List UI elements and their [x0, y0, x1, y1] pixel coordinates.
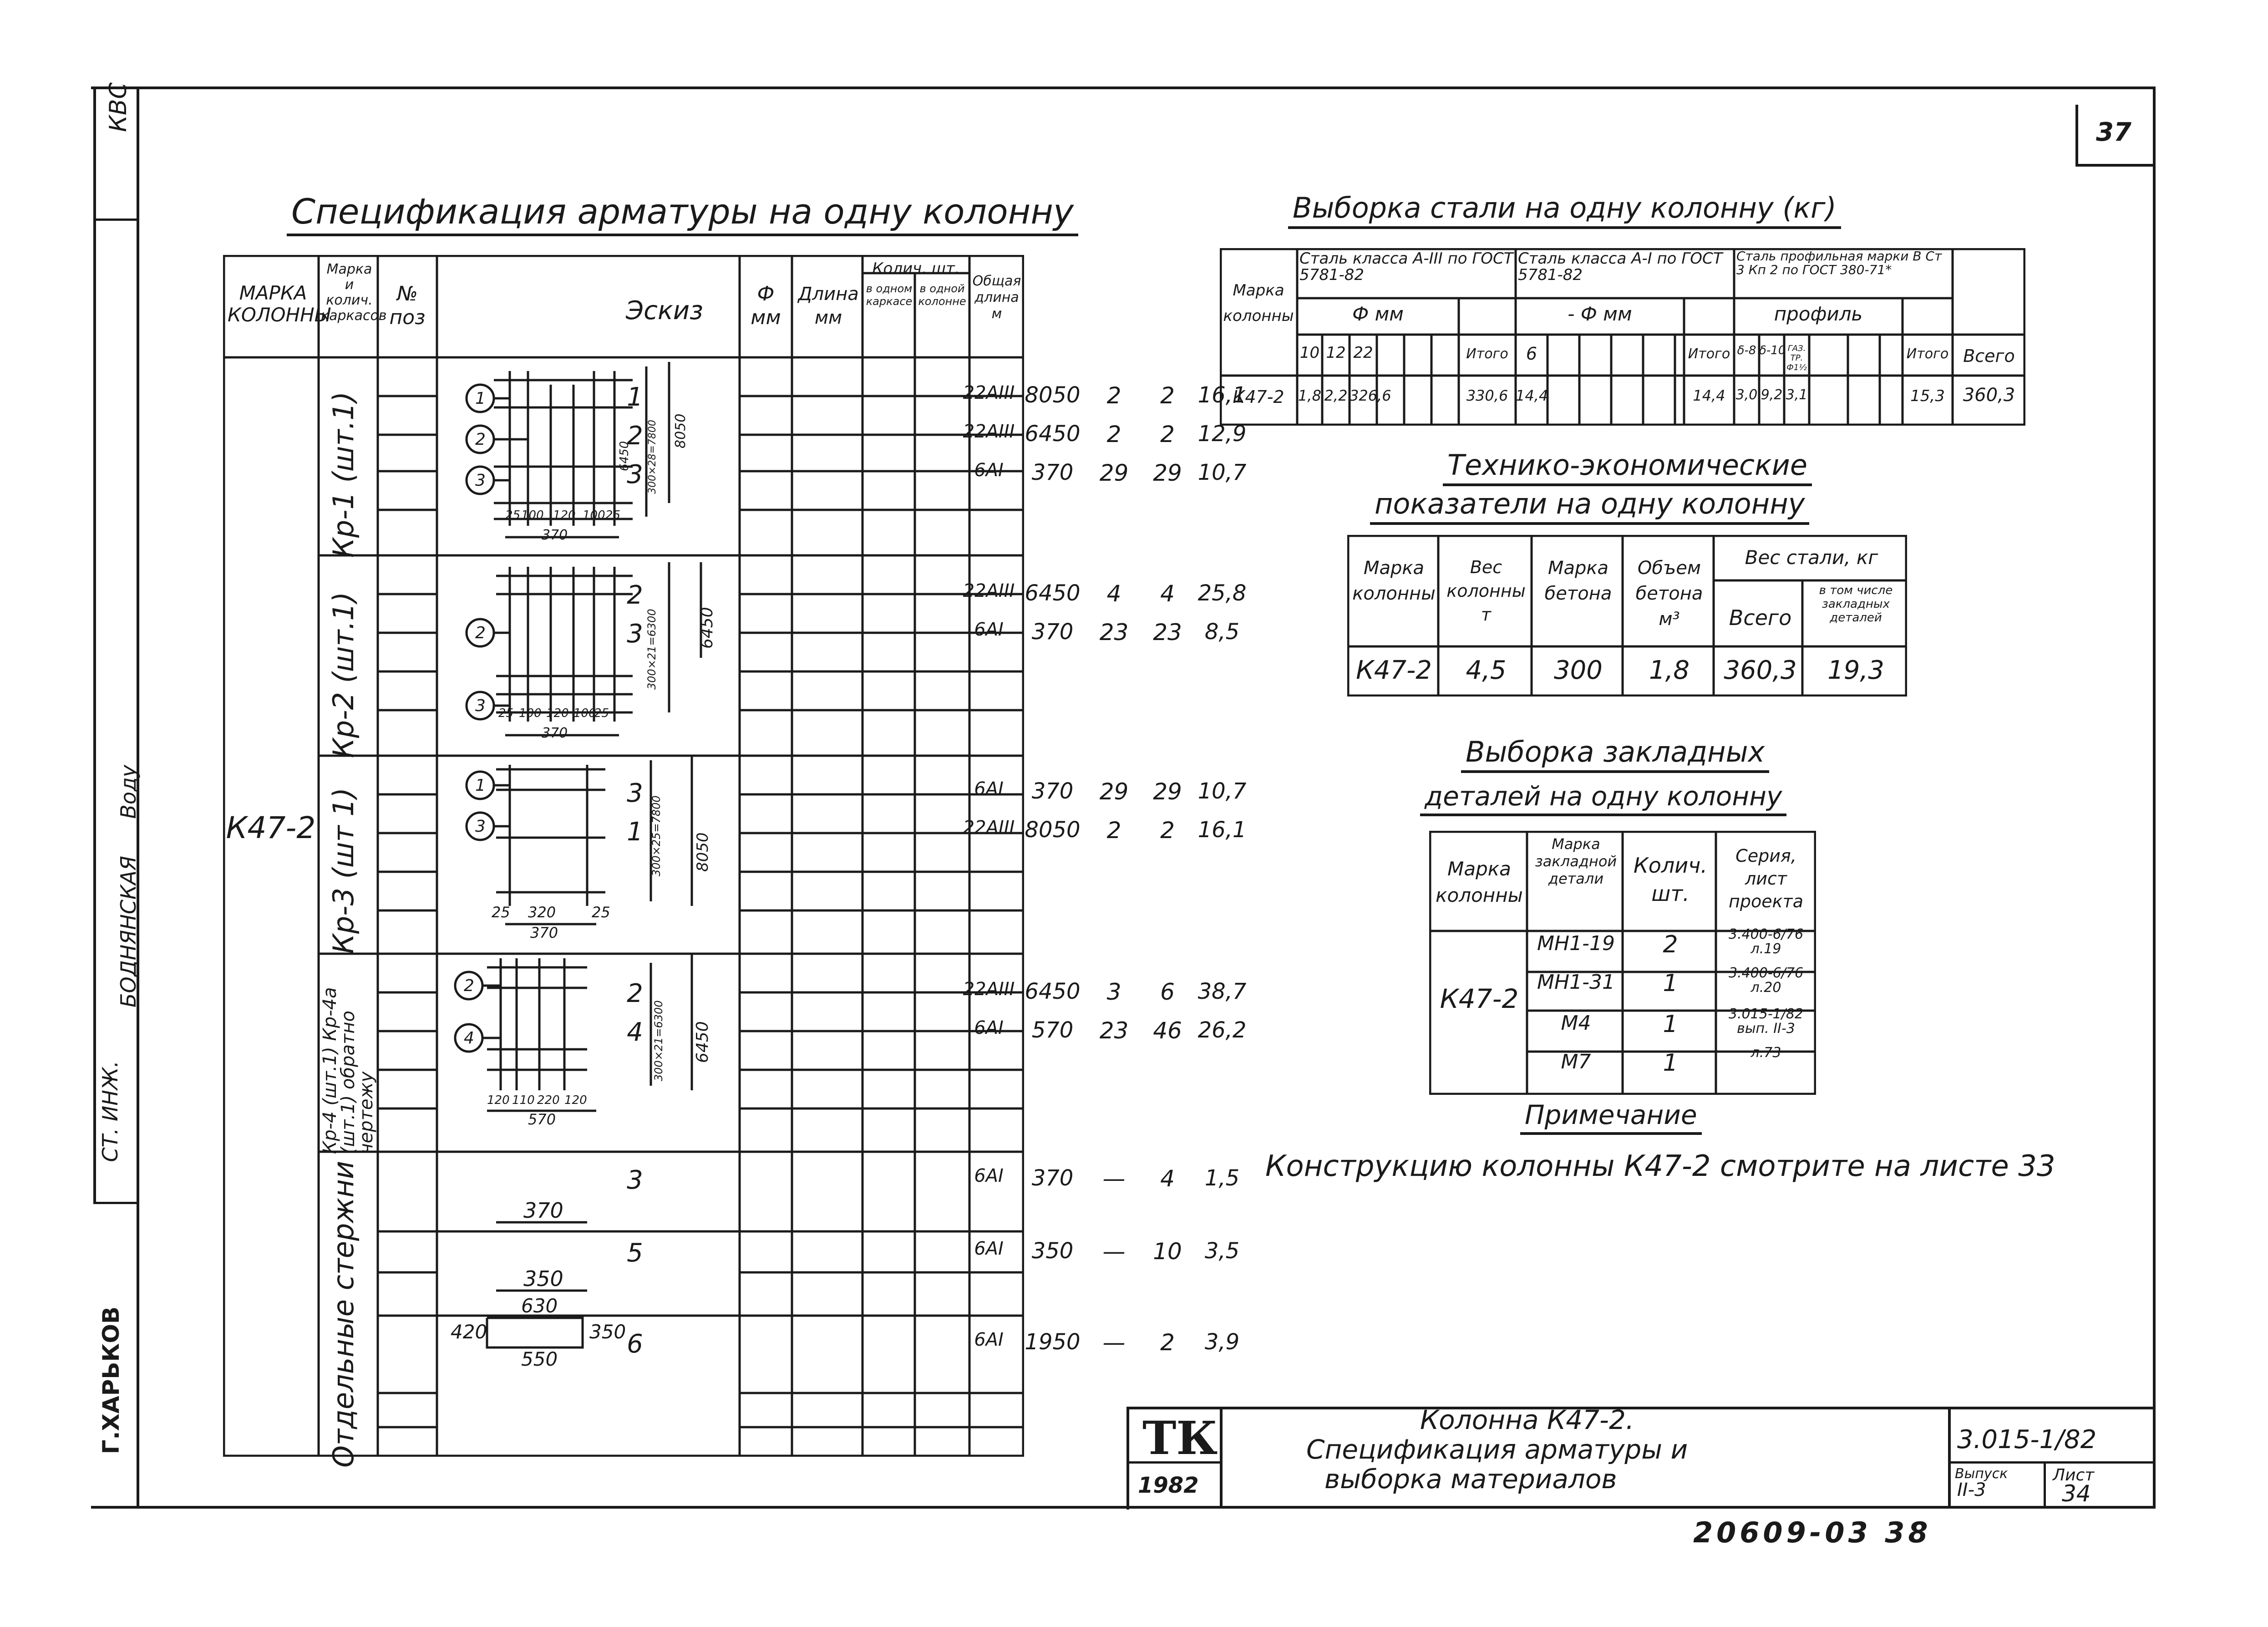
spec-cell-pos: 1	[627, 817, 643, 847]
bottom-code: 20609-03 38	[1693, 1516, 1932, 1549]
stamp-year: 1982	[1138, 1473, 1199, 1498]
spec-cell-pos: 3	[627, 778, 643, 808]
steel-sub-prof: δ-8	[1737, 344, 1756, 357]
spec-cell-len: 350	[1031, 1238, 1074, 1264]
tech-h-weight: Вес колонны т	[1446, 557, 1526, 625]
spec-cell-qc: 2	[1160, 817, 1175, 844]
stamp-v3	[2044, 1461, 2046, 1507]
svg-text:1: 1	[475, 776, 486, 795]
svg-text:3: 3	[475, 471, 486, 490]
steel-a3-val: 2,2	[1324, 387, 1348, 404]
emb-cell-qty: 1	[1663, 1049, 1678, 1077]
spec-cell-len: 8050	[1025, 817, 1081, 843]
svg-text:100: 100	[519, 707, 542, 720]
spec-cell-pos: 6	[627, 1329, 643, 1359]
emb-cell-part: МН1-19	[1537, 932, 1615, 955]
spec-cell-qc: 6	[1160, 979, 1175, 1005]
svg-text:100: 100	[573, 707, 596, 720]
spec-group-label-5: Отдельные стержни	[327, 1161, 360, 1468]
spec-cell-tot: 3,9	[1204, 1329, 1240, 1355]
spec-cell-tot: 3,5	[1204, 1238, 1240, 1264]
spec-h-length: Длина мм	[798, 284, 859, 328]
svg-text:2: 2	[475, 624, 486, 642]
steel-prof-val: 3,1	[1786, 387, 1808, 403]
spec-cell-qf: 3	[1106, 979, 1121, 1005]
svg-text:1: 1	[475, 389, 486, 408]
spec-cell-len: 6450	[1025, 979, 1081, 1004]
steel-a3-val: 326,6	[1350, 387, 1391, 404]
steel-h-prof: Сталь профильная марки В Ст 3 Кп 2 по ГОСТ 380-71*	[1736, 249, 1942, 277]
spec-cell-len: 6450	[1025, 580, 1081, 606]
steel-h-dia: Ф мм	[1352, 303, 1404, 325]
emb-title-1: Выборка закладных	[1461, 735, 1769, 773]
svg-text:100: 100	[521, 508, 544, 522]
spec-group-label-1: Кр-1 (шт.1)	[327, 391, 360, 558]
steel-h-total-prof: Итого	[1906, 346, 1949, 362]
svg-text:320: 320	[528, 904, 556, 921]
spec-cell-qf: 2	[1106, 382, 1121, 409]
steel-prof-total: 15,3	[1910, 387, 1945, 405]
note-text: Конструкцию колонны К47-2 смотрите на листе 33	[1265, 1149, 2055, 1183]
spec-cell-qf: —	[1102, 1165, 1126, 1192]
spec-cell-tot: 25,8	[1197, 580, 1247, 606]
spec-h-qty-frame: в одном каркасе	[866, 282, 913, 308]
emb-cell-series: 3.015-1/82 вып. II-3	[1728, 1006, 1804, 1037]
svg-text:120: 120	[553, 508, 576, 522]
svg-text:110: 110	[512, 1093, 535, 1107]
side-signature: Воду	[116, 765, 141, 819]
tech-h-embedded: в том числе закладных деталей	[1819, 584, 1893, 625]
spec-cell-dia: 6АI	[974, 1329, 1004, 1350]
svg-text:3: 3	[475, 817, 486, 836]
side-role: СТ. ИНЖ.	[98, 1061, 122, 1162]
side-divider	[93, 219, 139, 221]
svg-text:25: 25	[498, 707, 514, 720]
steel-sub-a3: 22	[1353, 344, 1373, 362]
svg-text:300×28=7800: 300×28=7800	[647, 420, 658, 494]
spec-h-sketch: Эскиз	[626, 296, 703, 325]
svg-text:100: 100	[583, 508, 605, 522]
spec-cell-tot: 16,1	[1197, 382, 1247, 408]
stamp-logo: ТК	[1142, 1411, 1218, 1465]
spec-cell-qc: 23	[1153, 619, 1182, 646]
spec-cell-qf: 23	[1099, 1017, 1129, 1044]
spec-cell-dia: 6АI	[974, 1017, 1004, 1038]
steel-sub-prof: ГАЗ. ТР. Ф1½	[1786, 344, 1807, 372]
steel-sub-a3: 12	[1326, 344, 1346, 362]
spec-cell-dia: 6АI	[974, 778, 1004, 799]
spec-cell-pos: 5	[627, 1238, 643, 1268]
svg-text:630: 630	[521, 1295, 558, 1317]
svg-text:8050: 8050	[673, 413, 689, 448]
spec-cell-qc: 4	[1160, 1165, 1175, 1192]
side-divider2	[93, 1202, 139, 1204]
steel-a1-val: 14,4	[1516, 387, 1548, 404]
svg-text:300×25=7800: 300×25=7800	[650, 795, 663, 876]
spec-cell-pos: 4	[627, 1017, 643, 1047]
tech-h-concrete: Марка бетона	[1544, 558, 1612, 604]
spec-cell-qc: 10	[1153, 1238, 1182, 1265]
frame-right	[2153, 86, 2156, 1509]
spec-cell-tot: 16,1	[1197, 817, 1247, 843]
spec-cell-qc: 2	[1160, 421, 1175, 447]
spec-cell-len: 570	[1031, 1017, 1074, 1043]
steel-title: Выборка стали на одну колонну (кг)	[1288, 191, 1841, 229]
spec-cell-tot: 10,7	[1197, 460, 1247, 485]
spec-cell-pos: 2	[627, 421, 643, 451]
stamp-v2	[1948, 1407, 1951, 1507]
spec-cell-tot: 38,7	[1197, 979, 1247, 1004]
spec-cell-pos: 1	[627, 382, 643, 412]
tech-row-concrete: 300	[1554, 656, 1603, 685]
tech-h-marka: Марка колонны	[1352, 558, 1436, 604]
svg-text:370: 370	[523, 1198, 563, 1223]
svg-text:25: 25	[594, 707, 609, 720]
svg-text:6450: 6450	[693, 1021, 712, 1063]
steel-sub-a3: 10	[1299, 344, 1320, 362]
spec-cell-qc: 29	[1153, 460, 1182, 486]
spec-cell-qf: —	[1102, 1238, 1126, 1265]
spec-sketches	[437, 357, 740, 1459]
stamp-series: 3.015-1/82	[1957, 1425, 2097, 1454]
stamp-title-2: Спецификация арматуры и	[1306, 1434, 1688, 1465]
spec-cell-len: 370	[1031, 1165, 1074, 1191]
tech-row-volume: 1,8	[1649, 656, 1690, 685]
spec-cell-pos: 2	[627, 979, 643, 1008]
spec-cell-len: 370	[1031, 778, 1074, 804]
stamp-sheet-label: Лист	[2053, 1466, 2095, 1485]
emb-cell-series: 3.400-6/76 л.19	[1728, 926, 1804, 957]
tech-title-2: показатели на одну колонну	[1370, 487, 1809, 525]
tech-row-embedded: 19,3	[1827, 656, 1884, 685]
stamp-v1	[1220, 1407, 1223, 1507]
svg-text:120: 120	[564, 1093, 587, 1107]
svg-text:2: 2	[475, 430, 486, 449]
svg-text:220: 220	[537, 1093, 560, 1107]
spec-cell-pos: 3	[627, 460, 643, 489]
spec-cell-tot: 1,5	[1204, 1165, 1240, 1191]
steel-sub-a1: 6	[1526, 344, 1537, 364]
tech-row-all: 360,3	[1724, 656, 1797, 685]
tech-h-volume: Объем бетона м³	[1635, 558, 1703, 630]
tech-h-steel: Вес стали, кг	[1745, 546, 1878, 569]
svg-text:350: 350	[589, 1321, 626, 1343]
spec-cell-dia: 6АI	[974, 619, 1004, 640]
spec-title: Спецификация арматуры на одну колонну	[287, 191, 1078, 236]
side-stamp: КВС	[105, 82, 132, 132]
spec-cell-len: 6450	[1025, 421, 1081, 447]
emb-cell-part: М4	[1561, 1012, 1591, 1035]
spec-cell-len: 370	[1031, 460, 1074, 485]
emb-h-part: Марка закладной детали	[1535, 835, 1617, 887]
spec-cell-dia: 22АIII	[963, 979, 1015, 1000]
svg-text:2: 2	[464, 976, 474, 995]
svg-text:6450: 6450	[698, 607, 716, 649]
steel-prof-val: 3,0	[1735, 387, 1758, 403]
side-author: Г.ХАРЬКОВ	[98, 1307, 124, 1454]
spec-cell-qf: —	[1102, 1329, 1126, 1356]
emb-cell-qty: 2	[1663, 931, 1678, 958]
svg-text:300×21=6300: 300×21=6300	[652, 1000, 665, 1081]
spec-cell-tot: 12,9	[1197, 421, 1247, 447]
steel-prof-val: 9,2	[1761, 387, 1783, 403]
svg-text:550: 550	[521, 1348, 558, 1370]
svg-text:25: 25	[592, 904, 610, 921]
svg-text:25: 25	[492, 904, 510, 921]
spec-cell-dia: 22АIII	[963, 382, 1015, 403]
steel-h-a3: Сталь класса А-III по ГОСТ 5781-82	[1299, 249, 1513, 284]
svg-text:300×21=6300: 300×21=6300	[645, 609, 658, 690]
spec-h-pos: № поз	[389, 282, 426, 329]
svg-text:6450: 6450	[618, 441, 631, 471]
emb-cell-series: л.73	[1750, 1045, 1781, 1061]
spec-column-mark: К47-2	[226, 810, 316, 845]
svg-text:370: 370	[542, 527, 568, 543]
spec-cell-qc: 4	[1160, 580, 1175, 607]
spec-h-qty: Колич. шт.	[872, 259, 960, 278]
emb-h-series: Серия, лист проекта	[1729, 846, 1803, 911]
steel-a3-total: 330,6	[1466, 387, 1508, 404]
spec-cell-qf: 4	[1106, 580, 1121, 607]
spec-h-total: Общая длина м	[972, 273, 1021, 322]
spec-cell-dia: 22АIII	[963, 421, 1015, 442]
svg-text:120: 120	[487, 1093, 510, 1107]
steel-h-a1: Сталь класса А-I по ГОСТ 5781-82	[1518, 249, 1723, 284]
steel-h-dia2: - Ф мм	[1568, 303, 1632, 325]
emb-cell-part: М7	[1561, 1050, 1591, 1073]
spec-cell-qf: 2	[1106, 421, 1121, 447]
steel-h-marka: Марка колонны	[1223, 281, 1294, 325]
spec-cell-dia: 6АI	[974, 460, 1004, 481]
spec-h-qty-col: в одной колонне	[918, 282, 966, 308]
spec-cell-pos: 2	[627, 580, 643, 610]
spec-h-dia: Ф мм	[751, 282, 781, 329]
tech-title-1: Технико-экономические	[1443, 448, 1812, 486]
steel-a3-val: 1,8	[1298, 387, 1321, 404]
emb-h-qty: Колич. шт.	[1634, 853, 1707, 906]
spec-cell-qf: 29	[1099, 460, 1129, 486]
svg-text:420: 420	[451, 1321, 487, 1343]
spec-group-label-3: Кр-3 (шт 1)	[327, 788, 360, 954]
emb-cell-qty: 1	[1663, 970, 1678, 997]
spec-cell-tot: 10,7	[1197, 778, 1247, 804]
steel-h-total-a3: Итого	[1466, 346, 1508, 362]
steel-sub-prof: δ-10	[1759, 344, 1786, 357]
spec-cell-qc: 2	[1160, 1329, 1175, 1356]
side-name: БОДНЯНСКАЯ	[116, 856, 141, 1008]
spec-cell-len: 1950	[1025, 1329, 1081, 1355]
spec-cell-dia: 6АI	[974, 1165, 1004, 1186]
sketch-bent-bar	[487, 1318, 583, 1347]
steel-all: 360,3	[1963, 385, 2015, 406]
svg-text:25: 25	[505, 508, 521, 522]
stamp-title-1: Колонна К47-2.	[1420, 1404, 1634, 1435]
svg-text:570: 570	[528, 1111, 556, 1128]
steel-h-profile: профиль	[1774, 303, 1863, 325]
spec-cell-pos: 3	[627, 1165, 643, 1195]
spec-cell-qc: 29	[1153, 778, 1182, 805]
spec-h-marka: МАРКА КОЛОННЫ	[228, 282, 330, 326]
tech-h-all: Всего	[1729, 605, 1792, 630]
spec-cell-dia: 6АI	[974, 1238, 1004, 1259]
spec-cell-len: 8050	[1025, 382, 1081, 408]
svg-text:3: 3	[475, 697, 486, 715]
frame-left-outer	[93, 86, 96, 1202]
tech-row-marka: К47-2	[1356, 656, 1432, 685]
spec-group-label-4: Кр-4 (шт.1) Кр-4а (шт.1) обратно чертежу	[320, 987, 377, 1154]
svg-text:8050: 8050	[694, 832, 712, 872]
spec-cell-qc: 46	[1153, 1017, 1182, 1044]
stamp-h2	[1948, 1461, 2153, 1464]
spec-h-frame: Марка и колич. каркасов	[321, 261, 387, 324]
spec-cell-qf: 23	[1099, 619, 1129, 646]
svg-text:370: 370	[530, 924, 558, 941]
stamp-sheet: 34	[2062, 1480, 2091, 1507]
svg-text:370: 370	[542, 725, 568, 741]
spec-cell-tot: 26,2	[1197, 1017, 1247, 1043]
spec-cell-qf: 29	[1099, 778, 1129, 805]
svg-text:4: 4	[464, 1029, 474, 1047]
svg-text:25: 25	[605, 508, 621, 522]
emb-title-2: деталей на одну колонну	[1420, 781, 1786, 816]
emb-h-marka: Марка колонны	[1436, 858, 1523, 906]
steel-h-all: Всего	[1963, 346, 2015, 366]
spec-cell-tot: 8,5	[1204, 619, 1240, 645]
spec-group-label-2: Кр-2 (шт.1)	[327, 592, 360, 758]
svg-text:350: 350	[523, 1266, 563, 1291]
spec-cell-len: 370	[1031, 619, 1074, 645]
spec-cell-dia: 22АIII	[963, 817, 1015, 838]
stamp-issue-label: Выпуск	[1955, 1466, 2008, 1482]
svg-text:120: 120	[546, 707, 569, 720]
spec-cell-dia: 22АIII	[963, 580, 1015, 601]
steel-h-total-a1: Итого	[1688, 346, 1730, 362]
spec-cell-qc: 2	[1160, 382, 1175, 409]
emb-cell-series: 3.400-6/76 л.20	[1728, 965, 1804, 996]
stamp-issue: II-3	[1957, 1480, 1986, 1500]
page-number: 37	[2096, 117, 2131, 147]
frame-top	[91, 86, 2153, 89]
tech-row-weight: 4,5	[1466, 656, 1507, 685]
steel-a1-total: 14,4	[1693, 387, 1725, 404]
emb-column-mark: К47-2	[1440, 983, 1519, 1014]
steel-row-marka: К47-2	[1233, 387, 1284, 407]
note-title: Примечание	[1520, 1099, 1702, 1135]
spec-cell-pos: 3	[627, 619, 643, 649]
emb-cell-qty: 1	[1663, 1011, 1678, 1038]
stamp-title-3: выборка материалов	[1324, 1464, 1617, 1495]
spec-cell-qf: 2	[1106, 817, 1121, 844]
emb-cell-part: МН1-31	[1537, 971, 1615, 994]
